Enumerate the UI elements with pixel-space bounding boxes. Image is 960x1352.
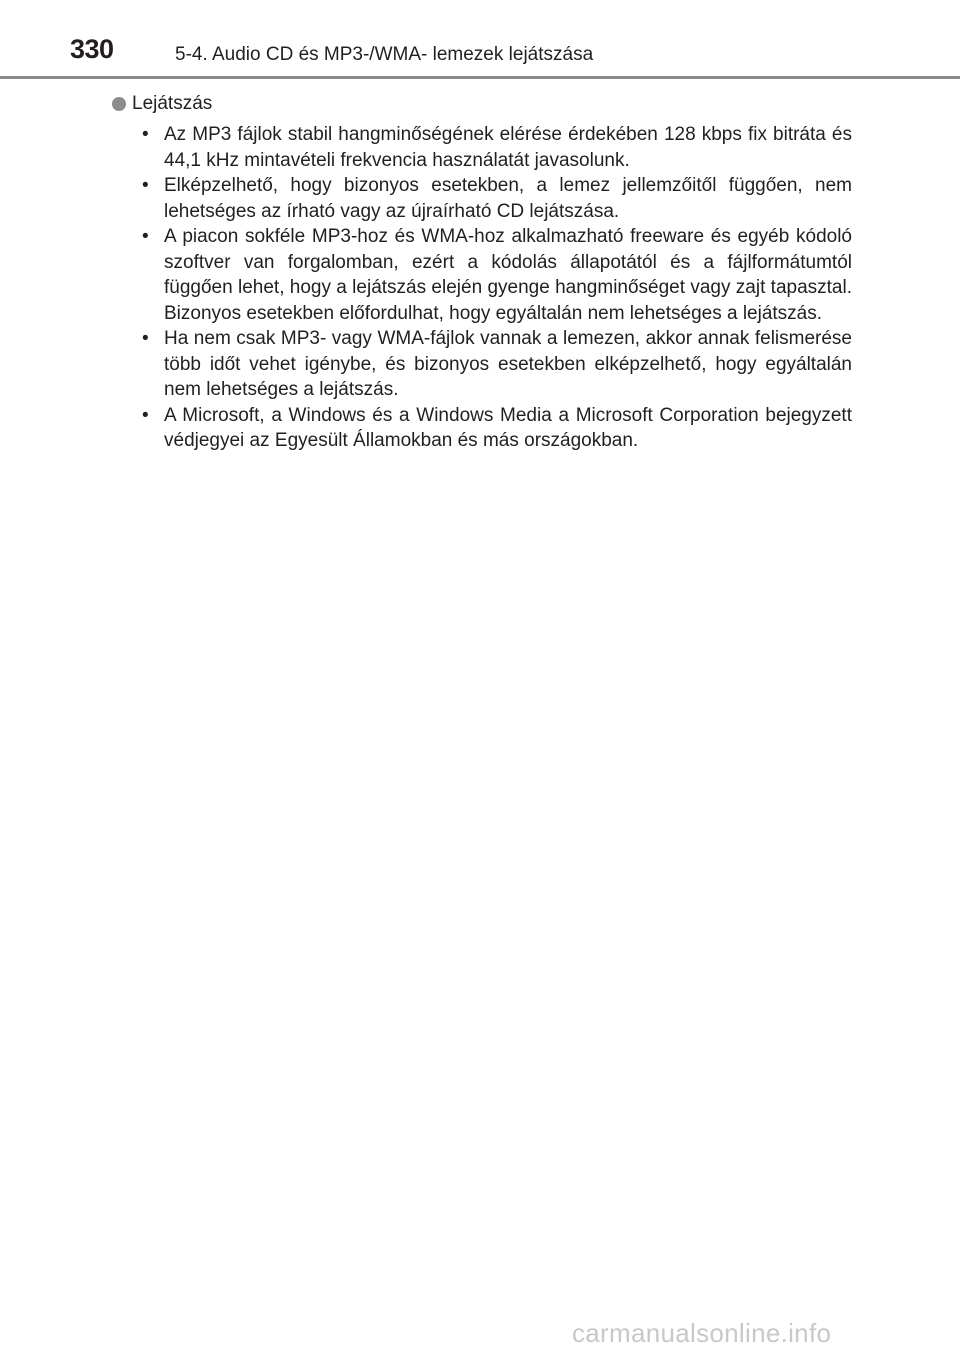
list-item [112,326,852,403]
playback-section [112,92,852,454]
list-item [112,224,852,326]
page-header [0,0,960,80]
watermark: carmanualsonline.info [572,1318,832,1348]
bullet-mark: • [142,404,149,426]
list-item-text: Ha nem csak MP3- vagy WMA-fájlok vannak a lemezen, akkor annak felismerése több időt vehet igénybe, és bizonyos esetekben elképzelhető, hogy egyáltalán nem lehetséges a lejátszás. [164,328,852,400]
bullet-mark: • [142,328,149,349]
list-item [112,403,852,454]
list-item-text: A piacon sokféle MP3-hoz és WMA-hoz alkalmazható freeware és egyéb kódoló szoftver van forgalomban, ezért a kódolás állapotától és a fájlformátumtól függően lehet, hogy a lejátszás elején gyenge hangminőséget vagy zajt tapasztal. Bizonyos esetekben előfordulhat, hogy egyáltalán nem lehetséges a lejátszás. [164,226,852,324]
list-item-text: Elképzelhető, hogy bizonyos esetekben, a lemez jellemzőitől függően, nem lehetséges az írható vagy az újraírható CD lejátszása. [164,175,852,222]
page-number: 330 [70,34,114,64]
chapter-title: 5-4. Audio CD és MP3-/WMA- lemezek lejátszása [175,44,594,65]
bullet-mark: • [142,175,149,196]
circle-bullet-icon [112,97,126,111]
list-item [112,122,852,173]
section-heading-text: Lejátszás [132,93,213,114]
bullet-mark: • [142,226,149,247]
section-heading [112,92,852,116]
bullet-list [112,122,852,454]
list-item-text: Az MP3 fájlok stabil hangminőségének elérése érdekében 128 kbps fix bitráta és 44,1 kHz mintavételi frekvencia használatát javasolunk. [164,124,852,171]
bullet-mark: • [142,124,149,145]
list-item-text: A Microsoft, a Windows és a Windows Media a Microsoft Corporation bejegyzett védjegyei az Egyesült Államokban és más országokban. [164,404,852,451]
list-item [112,173,852,224]
header-divider [0,76,960,79]
